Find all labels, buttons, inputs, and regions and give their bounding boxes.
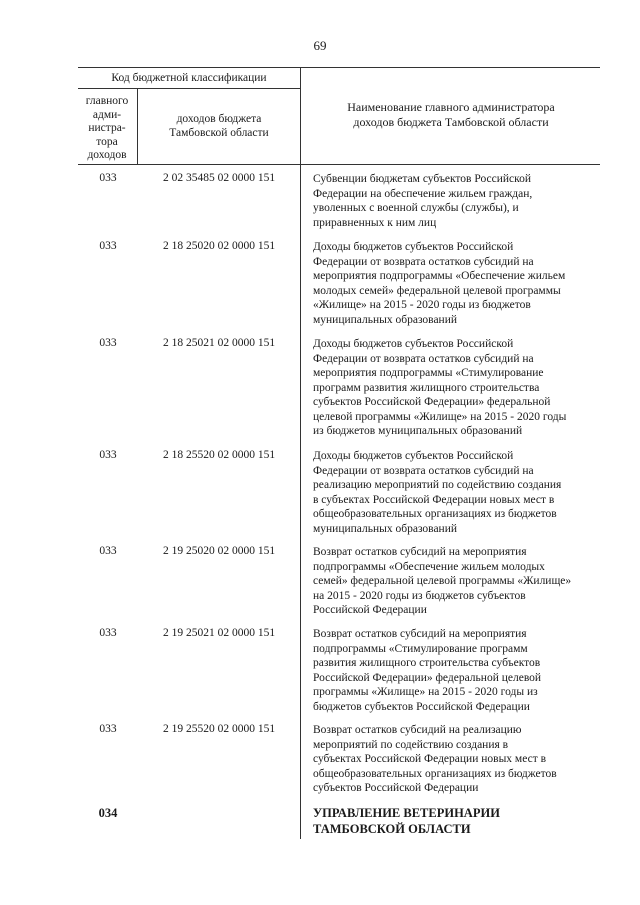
header-col-divider-admin: [137, 88, 138, 164]
header-col-admin-line: адми-: [92, 108, 122, 121]
header-bottom-border: [78, 164, 600, 165]
header-col-code: [140, 112, 298, 140]
revenue-description: [313, 449, 603, 536]
admin-code: 033: [99, 545, 117, 557]
admin-code: 033: [99, 723, 117, 735]
admin-code: 033: [99, 337, 117, 349]
revenue-description: [313, 723, 603, 796]
description-line: «Жилище» на 2015 - 2020 годы из бюджетов: [313, 299, 531, 311]
description-line: программ развития жилищного строительства: [313, 381, 540, 394]
revenue-description: [313, 337, 603, 439]
description-line: Возврат остатков субсидий на мероприятия: [313, 546, 527, 558]
description-line: Федерации от возврата остатков субсидий на: [313, 255, 534, 268]
description-line: из бюджетов муниципальных образований: [313, 425, 523, 437]
col-divider-name: [300, 67, 301, 839]
description-line: развития жилищного строительства субъектов: [313, 657, 541, 669]
header-col-admin-line: доходов: [87, 149, 127, 161]
description-line: уволенных с военной службы (службы), и: [313, 202, 519, 214]
description-line: мероприятий по содействию создания в: [313, 738, 509, 751]
admin-code: 033: [99, 172, 117, 184]
description-line: Федерации на обеспечение жильем граждан,: [313, 187, 533, 200]
header-col-code-line: доходов бюджета: [176, 113, 262, 125]
header-group-divider: [78, 88, 300, 89]
description-line: целевой программы «Жилище» на 2015 - 2020 годы: [313, 410, 567, 423]
budget-code: 2 18 25020 02 0000 151: [162, 240, 276, 252]
description-line: субъектов Российской Федерации: [313, 782, 479, 794]
description-line: бюджетов субъектов Российской Федерации: [313, 700, 530, 713]
description-line: Российской Федерации» федеральной целевой: [313, 671, 542, 684]
description-line: подпрограммы «Обеспечение жильем молодых: [313, 560, 545, 573]
description-line: на 2015 - 2020 годы из бюджетов субъектов: [313, 589, 526, 602]
description-line: мероприятия подпрограммы «Стимулирование: [313, 367, 544, 379]
description-line: Доходы бюджетов субъектов Российской: [313, 241, 514, 253]
header-col-name: [302, 100, 600, 129]
administrator-name-line: УПРАВЛЕНИЕ ВЕТЕРИНАРИИ: [313, 806, 500, 820]
description-line: мероприятия подпрограммы «Обеспечение жильем: [313, 270, 566, 282]
revenue-description: [313, 240, 603, 327]
description-line: Субвенции бюджетам субъектов Российской: [313, 173, 532, 185]
description-line: муниципальных образований: [313, 522, 458, 535]
description-line: субъектов Российской Федерации» федеральной: [313, 396, 551, 408]
administrator-name: [313, 805, 603, 837]
header-col-admin-line: тора: [96, 135, 118, 148]
admin-code: 033: [99, 449, 117, 461]
header-group-title: [80, 72, 298, 85]
page-number: 69: [313, 38, 327, 53]
budget-code: 2 19 25021 02 0000 151: [162, 627, 276, 639]
budget-code: 2 02 35485 02 0000 151: [162, 172, 276, 184]
description-line: Доходы бюджетов субъектов Российской: [313, 338, 514, 350]
revenue-description: [313, 172, 603, 230]
budget-code: 2 19 25520 02 0000 151: [162, 723, 276, 735]
description-line: Федерации от возврата остатков субсидий на: [313, 352, 534, 365]
admin-code: 033: [99, 627, 117, 639]
header-col-name-line: Наименование главного администратора: [347, 100, 555, 114]
header-col-admin-line: главного: [85, 95, 129, 107]
admin-code: 034: [98, 806, 118, 820]
description-line: общеобразовательных организациях из бюджетов: [313, 767, 557, 780]
description-line: Возврат остатков субсидий на мероприятия: [313, 628, 527, 640]
budget-code: 2 19 25020 02 0000 151: [162, 545, 276, 557]
description-line: Российской Федерации: [313, 604, 427, 616]
header-col-admin: [78, 95, 136, 163]
description-line: Федерации от возврата остатков субсидий на: [313, 464, 534, 477]
description-line: приравненных к ним лиц: [313, 216, 437, 229]
admin-code: 033: [99, 240, 117, 252]
description-line: реализацию мероприятий по содействию создания: [313, 479, 562, 491]
description-line: программы «Жилище» на 2015 - 2020 годы из: [313, 686, 538, 698]
administrator-name-line: ТАМБОВСКОЙ ОБЛАСТИ: [313, 822, 471, 836]
description-line: в субъектах Российской Федерации новых мест в: [313, 493, 555, 506]
header-col-code-line: Тамбовской области: [169, 127, 269, 139]
revenue-description: [313, 545, 603, 618]
header-group-title-text: Код бюджетной классификации: [111, 72, 267, 84]
table-top-border: [78, 67, 600, 68]
description-line: субъектах Российской Федерации новых мест в: [313, 753, 547, 765]
description-line: муниципальных образований: [313, 313, 458, 326]
description-line: общеобразовательных организациях из бюджетов: [313, 508, 557, 520]
budget-code: 2 18 25520 02 0000 151: [162, 449, 276, 461]
description-line: молодых семей» федеральной целевой программы: [313, 284, 561, 297]
header-col-admin-line: нистра-: [88, 122, 126, 134]
description-line: семей» федеральной целевой программы «Жилище»: [313, 575, 572, 587]
header-col-name-line: доходов бюджета Тамбовской области: [353, 114, 549, 129]
description-line: подпрограммы «Стимулирование программ: [313, 642, 528, 655]
description-line: Доходы бюджетов субъектов Российской: [313, 450, 514, 462]
revenue-description: [313, 627, 603, 714]
description-line: Возврат остатков субсидий на реализацию: [313, 724, 522, 736]
budget-code: 2 18 25021 02 0000 151: [162, 337, 276, 349]
